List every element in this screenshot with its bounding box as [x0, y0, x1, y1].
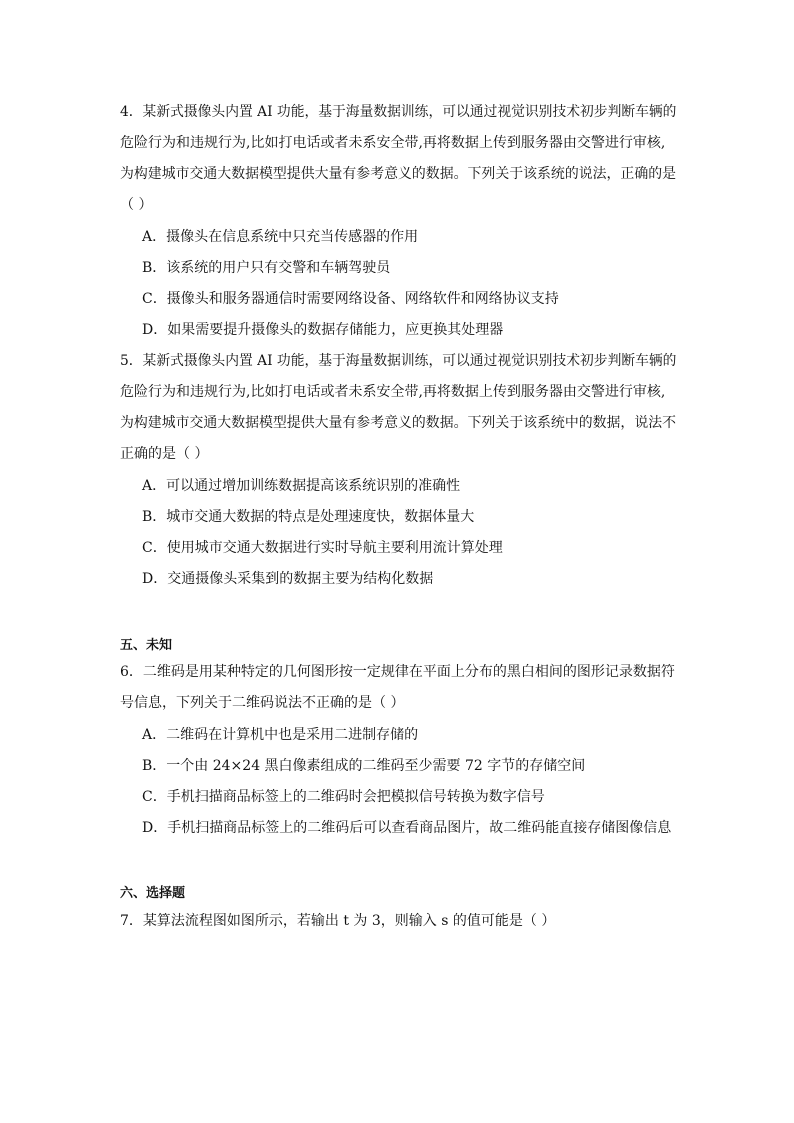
question-5-line-1: 5．某新式摄像头内置 AI 功能，基于海量数据训练，可以通过视觉识别技术初步判断车辆的	[120, 353, 677, 369]
question-6-option-c: C．手机扫描商品标签上的二维码时会把模拟信号转换为数字信号	[142, 789, 545, 805]
question-6-line-1: 6．二维码是用某种特定的几何图形按一定规律在平面上分布的黑白相间的图形记录数据符	[120, 664, 675, 680]
question-7-line-1: 7．某算法流程图如图所示，若输出 t 为 3，则输入 s 的值可能是（ ）	[120, 913, 556, 929]
question-4-line-1: 4．某新式摄像头内置 AI 功能，基于海量数据训练，可以通过视觉识别技术初步判断车辆的	[120, 104, 677, 120]
question-5-line-4: 正确的是（ ）	[120, 446, 209, 462]
question-4-option-d: D．如果需要提升摄像头的数据存储能力，应更换其处理器	[142, 322, 504, 338]
question-4-line-4: （ ）	[120, 197, 153, 213]
question-4-line-2: 危险行为和违规行为,比如打电话或者未系安全带,再将数据上传到服务器由交警进行审核,	[120, 135, 666, 151]
question-4-option-b: B．该系统的用户只有交警和车辆驾驶员	[142, 260, 391, 276]
question-4-line-3: 为构建城市交通大数据模型提供大量有参考意义的数据。下列关于该系统的说法，正确的是	[120, 166, 677, 182]
section-heading-5: 五、未知	[120, 638, 173, 653]
question-6-option-d: D．手机扫描商品标签上的二维码后可以查看商品图片，故二维码能直接存储图像信息	[142, 820, 672, 836]
question-6-option-a: A．二维码在计算机中也是采用二进制存储的	[142, 727, 419, 743]
section-heading-6: 六、选择题	[120, 886, 186, 901]
question-5-option-c: C．使用城市交通大数据进行实时导航主要利用流计算处理	[142, 540, 503, 556]
question-5-line-3: 为构建城市交通大数据模型提供大量有参考意义的数据。下列关于该系统中的数据，说法不	[120, 415, 677, 431]
question-5-option-b: B．城市交通大数据的特点是处理速度快，数据体量大	[142, 509, 475, 525]
question-5-option-a: A．可以通过增加训练数据提高该系统识别的准确性	[142, 478, 461, 494]
question-5-option-d: D．交通摄像头采集到的数据主要为结构化数据	[142, 571, 434, 587]
question-6-line-2: 号信息，下列关于二维码说法不正确的是（ ）	[120, 695, 405, 711]
question-4-option-c: C．摄像头和服务器通信时需要网络设备、网络软件和网络协议支持	[142, 291, 559, 307]
question-6-option-b: B．一个由 24×24 黑白像素组成的二维码至少需要 72 字节的存储空间	[142, 758, 586, 774]
question-4-option-a: A．摄像头在信息系统中只充当传感器的作用	[142, 229, 419, 245]
question-5-line-2: 危险行为和违规行为,比如打电话或者未系安全带,再将数据上传到服务器由交警进行审核,	[120, 384, 666, 400]
